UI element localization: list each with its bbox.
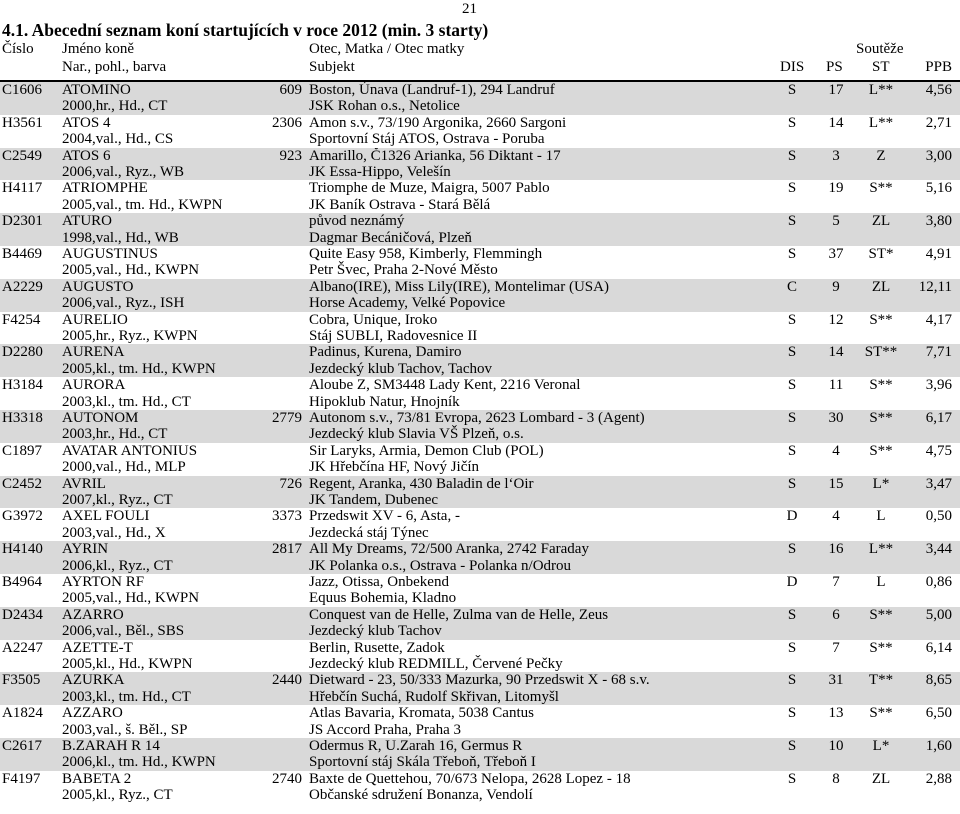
horse-level: ZL: [871, 770, 891, 787]
horse-start-count: 14: [828, 114, 844, 131]
horse-name: AVRIL: [62, 475, 106, 492]
horse-code: D2434: [2, 606, 43, 623]
horse-pedigree: Quite Easy 958, Kimberly, Flemmingh: [309, 245, 543, 262]
horse-owner-subject: Sportovní stáj Skála Třeboň, Třeboň I: [309, 754, 536, 771]
table-row: [0, 672, 960, 705]
horse-sire-number: 2779: [272, 409, 302, 426]
horse-level: S**: [869, 180, 893, 197]
header-subjekt: Subjekt: [309, 59, 355, 75]
horse-birth-sex-color: 2003,hr., Hd., CT: [62, 426, 168, 443]
horse-discipline: S: [787, 114, 797, 131]
horse-code: F3505: [2, 672, 41, 689]
horse-start-count: 15: [828, 475, 844, 492]
horse-name: AZURKA: [62, 672, 125, 689]
horse-discipline: S: [787, 147, 797, 164]
horse-code: H4117: [2, 180, 43, 197]
horse-pedigree: Aloube Z, SM3448 Lady Kent, 2216 Veronal: [309, 377, 581, 394]
horse-code: H3318: [2, 409, 43, 426]
table-row: [0, 344, 960, 377]
horse-owner-subject: Petr Švec, Praha 2-Nové Město: [309, 262, 498, 279]
horse-level: S**: [869, 705, 893, 722]
horse-birth-sex-color: 2006,val., Běl., SBS: [62, 623, 185, 640]
horse-name: AURORA: [62, 377, 126, 394]
horse-start-count: 37: [828, 245, 844, 262]
horse-birth-sex-color: 2006,kl., Ryz., CT: [62, 557, 173, 574]
horse-birth-sex-color: 2005,kl., Ryz., CT: [62, 787, 173, 804]
horse-points: 7,71: [925, 344, 952, 361]
horse-pedigree: Conquest van de Helle, Zulma van de Helle, Zeus: [309, 606, 609, 623]
horse-pedigree: Odermus R, U.Zarah 16, Germus R: [309, 737, 523, 754]
table-row: [0, 180, 960, 213]
horse-points: 3,96: [925, 377, 952, 394]
table-row: [0, 148, 960, 181]
horse-discipline: S: [787, 475, 797, 492]
horse-owner-subject: Jezdecký klub Slavia VŠ Plzeň, o.s.: [309, 426, 524, 443]
horse-birth-sex-color: 2006,kl., tm. Hd., KWPN: [62, 754, 216, 771]
horse-owner-subject: Stáj SUBLI, Radovesnice II: [309, 327, 478, 344]
horse-sire-number: 2740: [272, 770, 302, 787]
horse-level: S**: [869, 409, 893, 426]
horse-birth-sex-color: 2003,kl., tm. Hd., CT: [62, 393, 191, 410]
horse-owner-subject: Jezdecký klub Tachov, Tachov: [309, 360, 492, 377]
horse-pedigree: Boston, Únava (Landruf-1), 294 Landruf: [309, 82, 555, 98]
table-row: [0, 279, 960, 312]
horse-code: D2301: [2, 213, 43, 230]
table-row: [0, 377, 960, 410]
horse-code: C2452: [2, 475, 43, 492]
horse-points: 4,91: [925, 245, 952, 262]
horse-sire-number: 726: [279, 475, 302, 492]
horse-name: AZARRO: [62, 606, 124, 623]
horse-points: 3,47: [925, 475, 952, 492]
horse-name: B.ZARAH R 14: [62, 737, 160, 754]
horse-start-count: 4: [832, 508, 840, 525]
table-row: [0, 738, 960, 771]
horse-sire-number: 2440: [272, 672, 302, 689]
horse-owner-subject: Dagmar Becáničová, Plzeň: [309, 229, 472, 246]
table-row: [0, 82, 960, 115]
horse-code: F4197: [2, 770, 41, 787]
horse-birth-sex-color: 2007,kl., Ryz., CT: [62, 491, 173, 508]
horse-discipline: S: [787, 180, 797, 197]
header-otec-matka: Otec, Matka / Otec matky: [309, 41, 465, 57]
horse-code: H3184: [2, 377, 43, 394]
table-row: [0, 541, 960, 574]
horse-start-count: 31: [828, 672, 844, 689]
horse-level: S**: [869, 377, 893, 394]
horse-owner-subject: Jezdecká stáj Týnec: [309, 524, 429, 541]
horse-discipline: D: [786, 573, 798, 590]
table-row: [0, 443, 960, 476]
horse-owner-subject: JK Essa-Hippo, Velešín: [309, 163, 451, 180]
horse-name: ATURO: [62, 213, 113, 230]
horse-owner-subject: Občanské sdružení Bonanza, Vendolí: [309, 787, 533, 804]
horse-birth-sex-color: 2005,hr., Ryz., KWPN: [62, 327, 198, 344]
header-ppb: PPB: [925, 59, 952, 75]
horse-points: 0,50: [925, 508, 952, 525]
horse-code: A2247: [2, 639, 43, 656]
horse-name: AYRTON RF: [62, 573, 145, 590]
horse-start-count: 4: [832, 442, 840, 459]
horse-pedigree: Przedswit XV - 6, Asta, -: [309, 508, 460, 525]
horse-start-count: 5: [832, 213, 840, 230]
horse-birth-sex-color: 2004,val., Hd., CS: [62, 131, 174, 148]
horse-level: L*: [872, 475, 890, 492]
horse-code: C2617: [2, 737, 43, 754]
horse-code: A2229: [2, 278, 43, 295]
horse-pedigree: Autonom s.v., 73/81 Evropa, 2623 Lombard - 3 (Agent): [309, 409, 645, 426]
horse-discipline: S: [787, 311, 797, 328]
horse-sire-number: 923: [279, 147, 302, 164]
table-row: [0, 640, 960, 673]
horse-discipline: S: [787, 737, 797, 754]
horse-pedigree: Cobra, Unique, Iroko: [309, 311, 438, 328]
table-row: [0, 213, 960, 246]
horse-discipline: S: [787, 213, 797, 230]
horse-discipline: C: [786, 278, 797, 295]
table-row: [0, 705, 960, 738]
horse-code: H4140: [2, 541, 43, 558]
horse-code: C2549: [2, 147, 43, 164]
horse-points: 8,65: [925, 672, 952, 689]
horse-discipline: S: [787, 639, 797, 656]
horse-discipline: S: [787, 442, 797, 459]
horse-discipline: S: [787, 606, 797, 623]
horse-level: L: [876, 508, 886, 525]
horse-level: L*: [872, 737, 890, 754]
horse-points: 3,80: [925, 213, 952, 230]
horse-start-count: 6: [832, 606, 840, 623]
horse-code: C1897: [2, 442, 43, 459]
horse-name: AZZARO: [62, 705, 123, 722]
horse-pedigree: původ neznámý: [309, 213, 405, 230]
horse-start-count: 10: [828, 737, 844, 754]
horse-name: AURENA: [62, 344, 125, 361]
horse-level: S**: [869, 639, 893, 656]
horse-owner-subject: Hipoklub Natur, Hnojník: [309, 393, 460, 410]
horse-name: AYRIN: [62, 541, 109, 558]
horse-pedigree: Dietward - 23, 50/333 Mazurka, 90 Przedswit X - 68 s.v.: [309, 672, 650, 689]
horse-code: F4254: [2, 311, 41, 328]
horse-birth-sex-color: 2005,kl., tm. Hd., KWPN: [62, 360, 216, 377]
horse-name: AXEL FOULI: [62, 508, 150, 525]
horse-discipline: D: [786, 508, 798, 525]
horse-points: 5,00: [925, 606, 952, 623]
table-row: [0, 312, 960, 345]
horse-pedigree: Albano(IRE), Miss Lily(IRE), Montelimar (USA): [309, 278, 609, 295]
horse-discipline: S: [787, 245, 797, 262]
horse-owner-subject: Horse Academy, Velké Popovice: [309, 295, 506, 312]
horse-name: ATOS 4: [62, 114, 111, 131]
horse-code: B4964: [2, 573, 43, 590]
horse-level: ZL: [871, 278, 891, 295]
header-jmeno-kone: Jméno koně: [62, 41, 135, 57]
table-row: [0, 574, 960, 607]
horse-name: ATRIOMPHE: [62, 180, 148, 197]
horse-owner-subject: Hřebčín Suchá, Rudolf Skřivan, Litomyšl: [309, 688, 559, 705]
horse-discipline: S: [787, 409, 797, 426]
horse-level: S**: [869, 442, 893, 459]
horse-points: 12,11: [918, 278, 952, 295]
horse-birth-sex-color: 2006,val., Ryz., ISH: [62, 295, 185, 312]
horse-level: L**: [868, 541, 894, 558]
horse-discipline: S: [787, 377, 797, 394]
horse-pedigree: Jazz, Otissa, Onbekend: [309, 573, 449, 590]
horse-owner-subject: Equus Bohemia, Kladno: [309, 590, 457, 607]
horse-level: ZL: [871, 213, 891, 230]
horse-sire-number: 2306: [272, 114, 302, 131]
horse-owner-subject: JK Hřebčína HF, Nový Jičín: [309, 459, 480, 476]
horse-pedigree: Sir Laryks, Armia, Demon Club (POL): [309, 442, 544, 459]
horse-code: A1824: [2, 705, 43, 722]
horse-points: 6,14: [925, 639, 952, 656]
horse-start-count: 12: [828, 311, 844, 328]
horse-start-count: 9: [832, 278, 840, 295]
horse-start-count: 19: [828, 180, 844, 197]
header-st: ST: [872, 59, 890, 75]
horse-pedigree: Baxte de Quettehou, 70/673 Nelopa, 2628 Lopez - 18: [309, 770, 631, 787]
horse-name: ATOMINO: [62, 82, 131, 98]
horse-start-count: 13: [828, 705, 844, 722]
horse-code: C1606: [2, 82, 43, 98]
horse-pedigree: Amon s.v., 73/190 Argonika, 2660 Sargoni: [309, 114, 567, 131]
horse-start-count: 3: [832, 147, 840, 164]
horse-pedigree: Berlin, Rusette, Zadok: [309, 639, 445, 656]
horse-points: 4,56: [925, 82, 952, 98]
header-ps: PS: [826, 59, 843, 75]
horse-birth-sex-color: 2005,val., Hd., KWPN: [62, 590, 200, 607]
horse-owner-subject: JK Tandem, Dubenec: [309, 491, 439, 508]
horse-level: L**: [868, 114, 894, 131]
horse-points: 0,86: [925, 573, 952, 590]
horse-name: AUGUSTO: [62, 278, 134, 295]
horse-owner-subject: JSK Rohan o.s., Netolice: [309, 98, 460, 115]
horse-start-count: 11: [828, 377, 844, 394]
horse-birth-sex-color: 1998,val., Hd., WB: [62, 229, 179, 246]
horse-table: [0, 82, 960, 804]
header-souteze: Soutěže: [856, 41, 904, 57]
horse-pedigree: Amarillo, Č1326 Arianka, 56 Diktant - 17: [309, 147, 561, 164]
horse-code: B4469: [2, 245, 43, 262]
horse-sire-number: 2817: [272, 541, 302, 558]
horse-code: D2280: [2, 344, 43, 361]
horse-start-count: 7: [832, 573, 840, 590]
horse-points: 4,75: [925, 442, 952, 459]
horse-pedigree: Atlas Bavaria, Kromata, 5038 Cantus: [309, 705, 534, 722]
horse-sire-number: 609: [279, 82, 302, 98]
horse-points: 3,44: [925, 541, 952, 558]
horse-birth-sex-color: 2003,kl., tm. Hd., CT: [62, 688, 191, 705]
horse-name: AURELIO: [62, 311, 128, 328]
horse-name: AVATAR ANTONIUS: [62, 442, 198, 459]
horse-discipline: S: [787, 541, 797, 558]
horse-owner-subject: JK Baník Ostrava - Stará Bělá: [309, 196, 491, 213]
horse-pedigree: Regent, Aranka, 430 Baladin de l‘Oir: [309, 475, 534, 492]
horse-points: 6,50: [925, 705, 952, 722]
table-row: [0, 476, 960, 509]
horse-code: G3972: [2, 508, 43, 525]
table-row: [0, 771, 960, 804]
horse-name: ATOS 6: [62, 147, 111, 164]
horse-level: T**: [868, 672, 894, 689]
horse-sire-number: 3373: [272, 508, 302, 525]
horse-owner-subject: Sportovní Stáj ATOS, Ostrava - Poruba: [309, 131, 545, 148]
horse-level: L**: [868, 82, 894, 98]
horse-code: H3561: [2, 114, 43, 131]
horse-start-count: 17: [828, 82, 844, 98]
horse-start-count: 8: [832, 770, 840, 787]
table-row: [0, 607, 960, 640]
horse-level: ST*: [868, 245, 894, 262]
horse-name: AZETTE-T: [62, 639, 133, 656]
horse-discipline: S: [787, 770, 797, 787]
horse-name: AUGUSTINUS: [62, 245, 158, 262]
horse-birth-sex-color: 2005,val., tm. Hd., KWPN: [62, 196, 223, 213]
horse-start-count: 16: [828, 541, 844, 558]
horse-name: AUTONOM: [62, 409, 139, 426]
header-nar-pohl-barva: Nar., pohl., barva: [62, 59, 167, 75]
header-dis: DIS: [780, 59, 805, 75]
horse-name: BABETA 2: [62, 770, 132, 787]
horse-level: ST**: [864, 344, 898, 361]
horse-level: L: [876, 573, 886, 590]
page-title: 4.1. Abecední seznam koní startujících v roce 2012 (min. 3 starty): [2, 20, 489, 40]
horse-pedigree: Triomphe de Muze, Maigra, 5007 Pablo: [309, 180, 550, 197]
horse-start-count: 7: [832, 639, 840, 656]
horse-owner-subject: JK Polanka o.s., Ostrava - Polanka n/Odrou: [309, 557, 572, 574]
table-row: [0, 410, 960, 443]
horse-birth-sex-color: 2000,val., Hd., MLP: [62, 459, 186, 476]
horse-discipline: S: [787, 82, 797, 98]
horse-points: 1,60: [925, 737, 952, 754]
horse-pedigree: All My Dreams, 72/500 Aranka, 2742 Faraday: [309, 541, 589, 558]
horse-discipline: S: [787, 344, 797, 361]
table-row: [0, 246, 960, 279]
horse-start-count: 14: [828, 344, 844, 361]
horse-points: 3,00: [925, 147, 952, 164]
horse-birth-sex-color: 2003,val., Hd., X: [62, 524, 166, 541]
horse-birth-sex-color: 2000,hr., Hd., CT: [62, 98, 168, 115]
horse-points: 2,71: [925, 114, 952, 131]
horse-birth-sex-color: 2003,val., š. Běl., SP: [62, 721, 188, 738]
horse-birth-sex-color: 2005,val., Hd., KWPN: [62, 262, 200, 279]
horse-points: 2,88: [925, 770, 952, 787]
header-cislo: Číslo: [2, 41, 34, 57]
horse-pedigree: Padinus, Kurena, Damiro: [309, 344, 462, 361]
horse-start-count: 30: [828, 409, 844, 426]
horse-owner-subject: Jezdecký klub REDMILL, Červené Pečky: [309, 655, 563, 672]
table-row: [0, 508, 960, 541]
horse-level: S**: [869, 606, 893, 623]
horse-birth-sex-color: 2006,val., Ryz., WB: [62, 163, 185, 180]
page-number: 21: [462, 1, 477, 17]
horse-points: 5,16: [925, 180, 952, 197]
horse-owner-subject: JS Accord Praha, Praha 3: [309, 721, 462, 738]
horse-points: 6,17: [925, 409, 952, 426]
horse-discipline: S: [787, 672, 797, 689]
horse-level: Z: [876, 147, 886, 164]
horse-level: S**: [869, 311, 893, 328]
table-row: [0, 115, 960, 148]
horse-owner-subject: Jezdecký klub Tachov: [309, 623, 442, 640]
horse-birth-sex-color: 2005,kl., Hd., KWPN: [62, 655, 193, 672]
horse-discipline: S: [787, 705, 797, 722]
horse-points: 4,17: [925, 311, 952, 328]
